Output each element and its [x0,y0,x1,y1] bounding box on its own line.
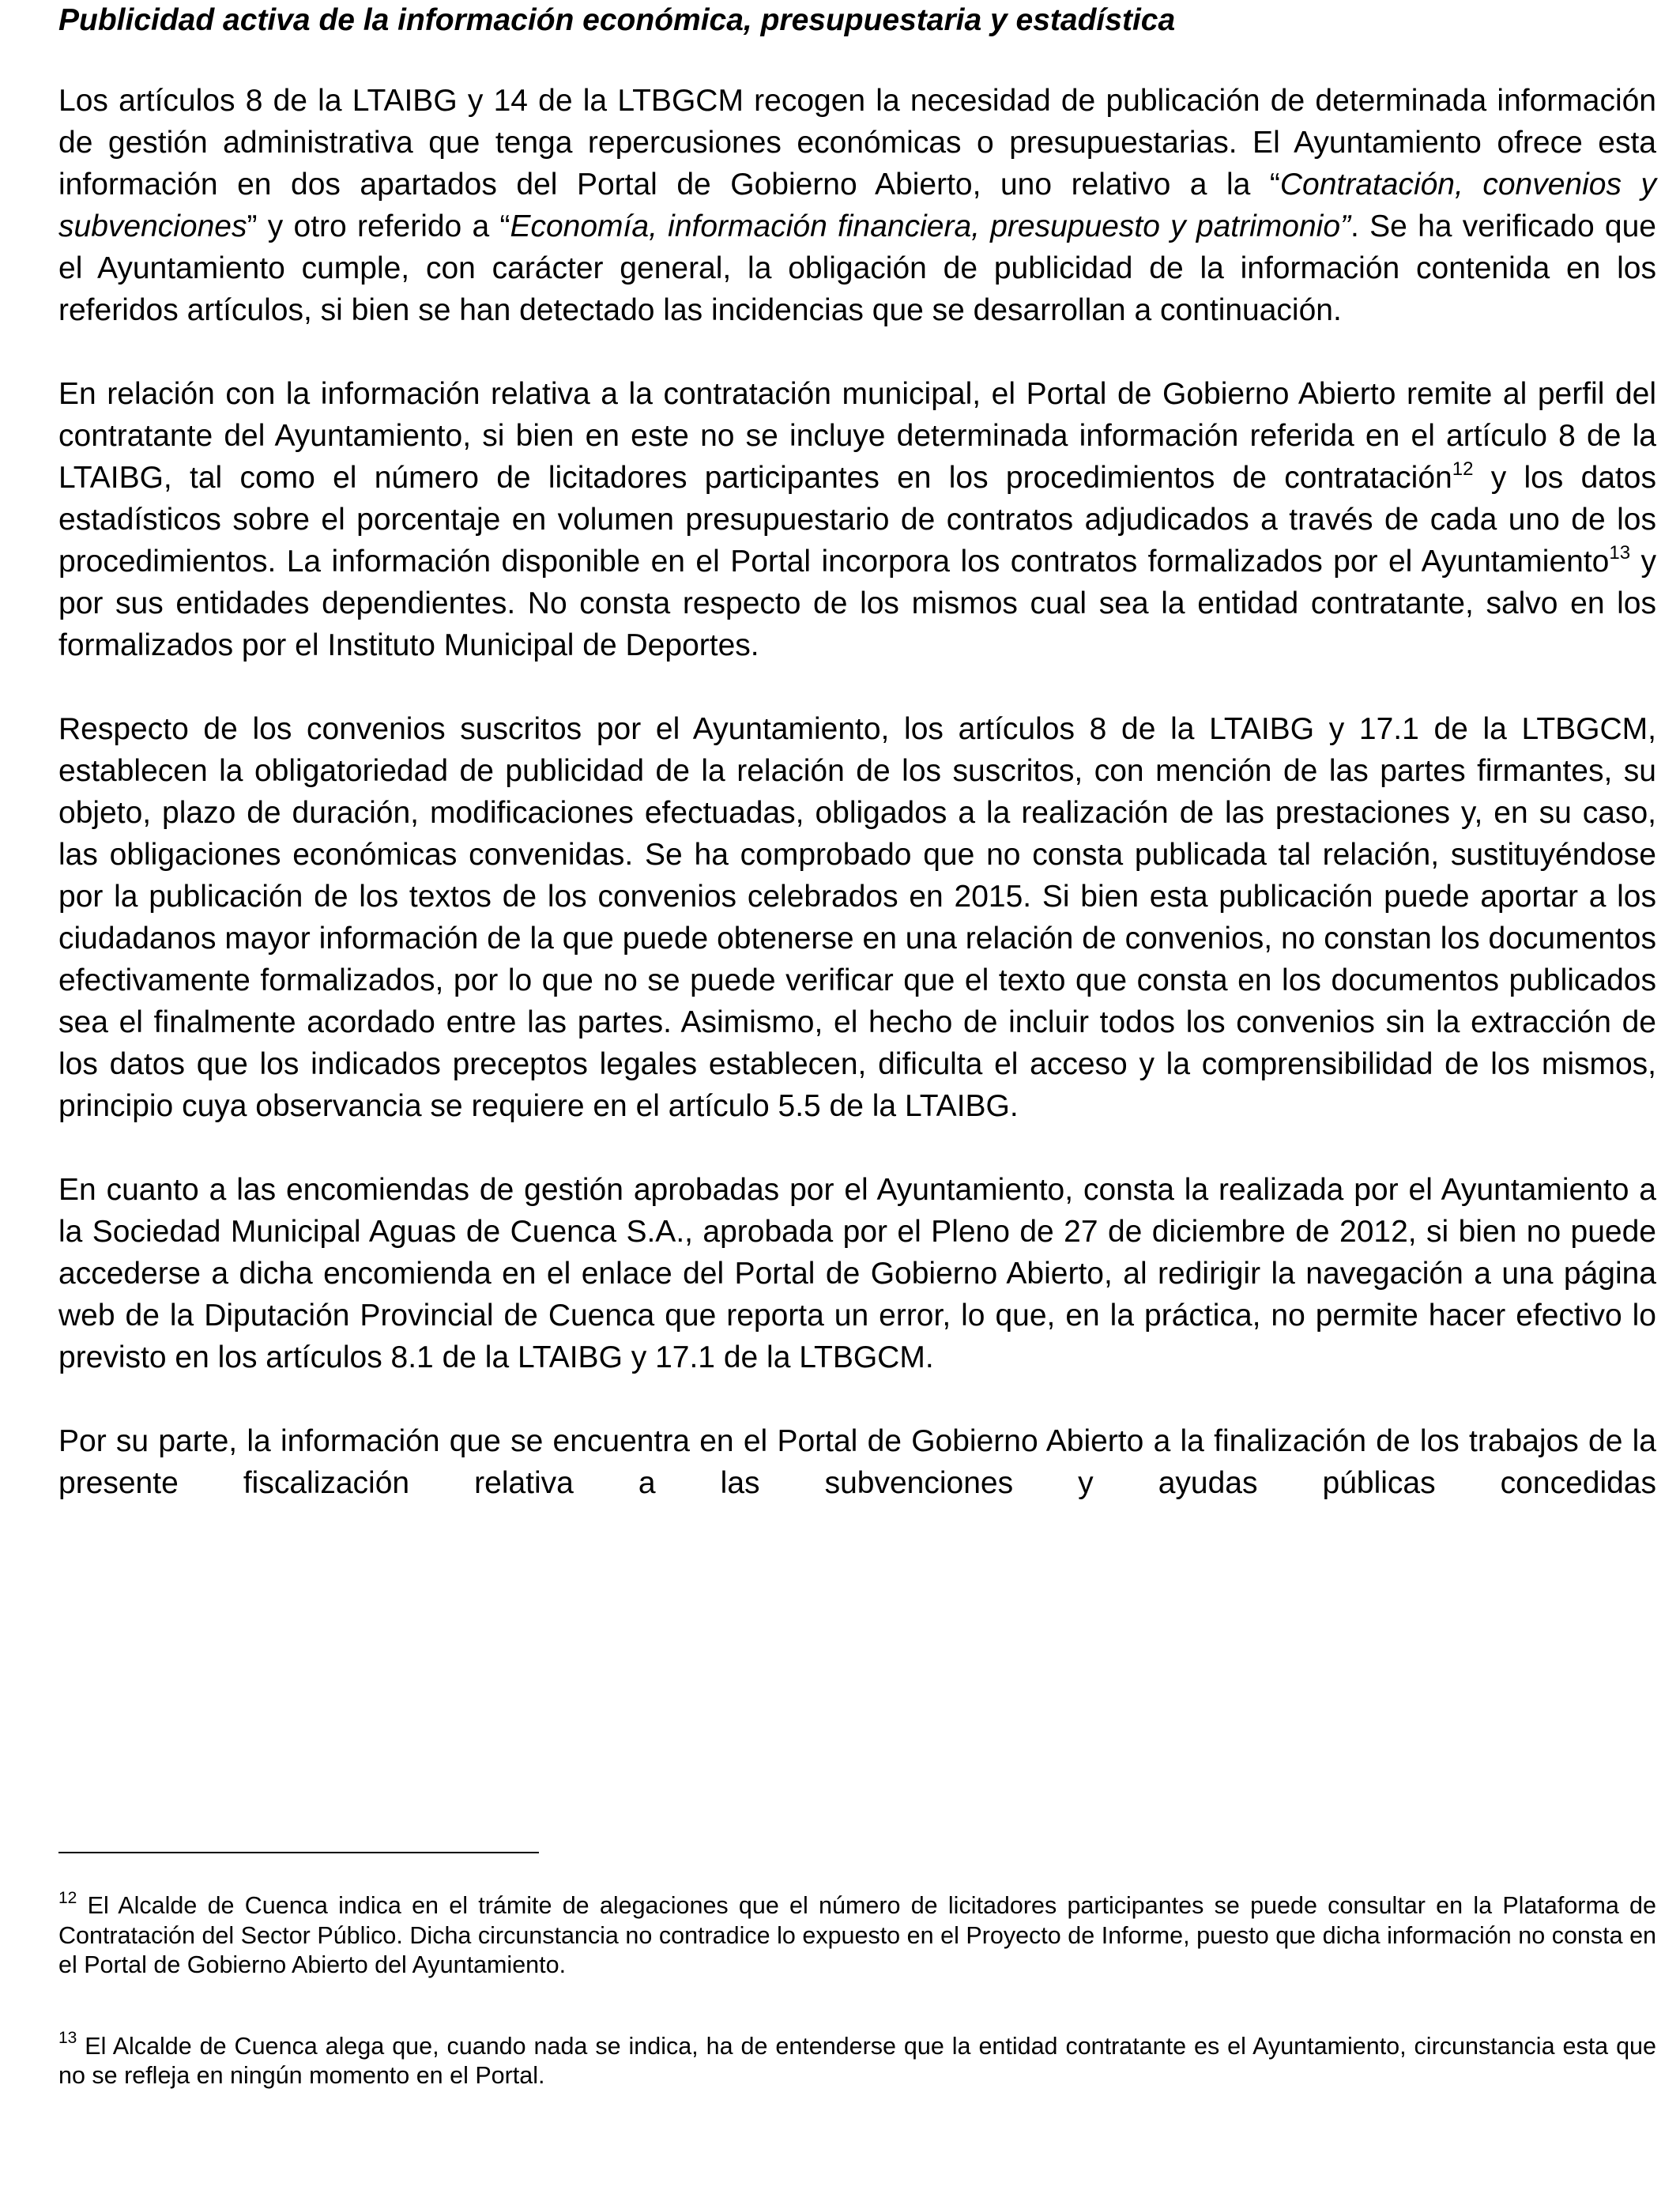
paragraph-encomiendas: En cuanto a las encomiendas de gestión aprobadas por el Ayuntamiento, consta la realizada por el Ayuntamiento a la Sociedad Municipal Aguas de Cuenca S.A., aprobada por el Pleno de 27 de diciembre de 2012, si bien no puede accederse a dicha encomienda en el enlace del Portal de Gobierno Abierto, al redirigir la navegación a una página web de la Diputación Provincial de Cuenca que reporta un error, lo que, en la práctica, no permite hacer efectivo lo previsto en los artículos 8.1 de la LTAIBG y 17.1 de la LTBGCM. [58,1173,1656,1374]
paragraph-text: y los datos estadísticos sobre el porcentaje en volumen presupuestario de contratos adjudicados a través de cada uno de los procedimientos. La información disponible en el Portal incorpora los contratos formalizados por el Ayuntamiento [58,461,1656,579]
footnote-separator [58,1852,539,1853]
paragraph-text: En relación con la información relativa a la contratación municipal, el Portal de Gobierno Abierto remite al perfil del contratante del Ayuntamiento, si bien en este no se incluye determinada información referida en el artículo 8 de la LTAIBG, tal como el número de licitadores participantes en los procedimientos de contratación [58,377,1656,495]
footnote-number: 12 [58,1888,77,1907]
italic-section-name: Contratación, convenios y subvenciones [58,168,1656,243]
paragraph-text: . Se ha verificado que el Ayuntamiento cumple, con carácter general, la obligación de publicidad de la información contenida en los referidos artículos, si bien se han detectado las incidencias que se desarrollan a continuación. [58,209,1656,327]
footnote-text: El Alcalde de Cuenca alega que, cuando nada se indica, ha de entenderse que la entidad contratante es el Ayuntamiento, circunstancia esta que no se refleja en ningún momento en el Portal. [58,2032,1656,2089]
paragraph-text: ” y otro referido a “ [247,209,510,243]
footnote-text: El Alcalde de Cuenca indica en el trámite de alegaciones que el número de licitadores participantes se puede consultar en la Plataforma de Contratación del Sector Público. Dicha circunstancia no contradice lo expuesto en el Proyecto de Informe, puesto que dicha información no consta en el Portal de Gobierno Abierto del Ayuntamiento. [58,1892,1656,1978]
paragraph-publicidad-activa [58,80,1656,331]
paragraph-convenios: Respecto de los convenios suscritos por el Ayuntamiento, los artículos 8 de la LTAIBG y 17.1 de la LTBGCM, establecen la obligatoriedad de publicidad de la relación de los suscritos, con mención de las partes firmantes, su objeto, plazo de duración, modificaciones efectuadas, obligados a la realización de las prestaciones y, en su caso, las obligaciones económicas convenidas. Se ha comprobado que no consta publicada tal relación, sustituyéndose por la publicación de los textos de los convenios celebrados en 2015. Si bien esta publicación puede aportar a los ciudadanos mayor información de la que puede obtenerse en una relación de convenios, no constan los documentos efectivamente formalizados, por lo que no se puede verificar que el texto que consta en los documentos publicados sea el finalmente acordado entre las partes. Asimismo, el hecho de incluir todos los convenios sin la extracción de los datos que los indicados preceptos legales establecen, dificulta el acceso y la comprensibilidad de los mismos, principio cuya observancia se requiere en el artículo 5.5 de la LTAIBG. [58,712,1656,1123]
section-heading: Publicidad activa de la información económica, presupuestaria y estadística [58,3,1176,37]
italic-section-name: Economía, información financiera, presupuesto y patrimonio” [510,209,1351,243]
footnote-number: 13 [58,2029,77,2048]
paragraph-text: Los artículos 8 de la LTAIBG y 14 de la LTBGCM recogen la necesidad de publicación de determinada información de gestión administrativa que tenga repercusiones económicas o presupuestarias. El Ayuntamiento ofrece esta información en dos apartados del Portal de Gobierno Abierto, uno relativo a la “ [58,84,1656,202]
footnote-reference-12[interactable]: 12 [1452,458,1474,480]
document-body [58,80,1656,1504]
footnote-12 [58,1888,1656,1981]
footnote-reference-13[interactable]: 13 [1609,542,1631,564]
paragraph-contratacion [58,373,1656,666]
footnote-13 [58,2029,1656,2091]
paragraph-subvenciones: Por su parte, la información que se encuentra en el Portal de Gobierno Abierto a la finalización de los trabajos de la presente fiscalización relativa a las subvenciones y ayudas públicas concedidas [58,1424,1656,1500]
paragraph-text: y por sus entidades dependientes. No consta respecto de los mismos cual sea la entidad contratante, salvo en los formalizados por el Instituto Municipal de Deportes. [58,545,1657,662]
footnotes [58,1888,1656,2143]
